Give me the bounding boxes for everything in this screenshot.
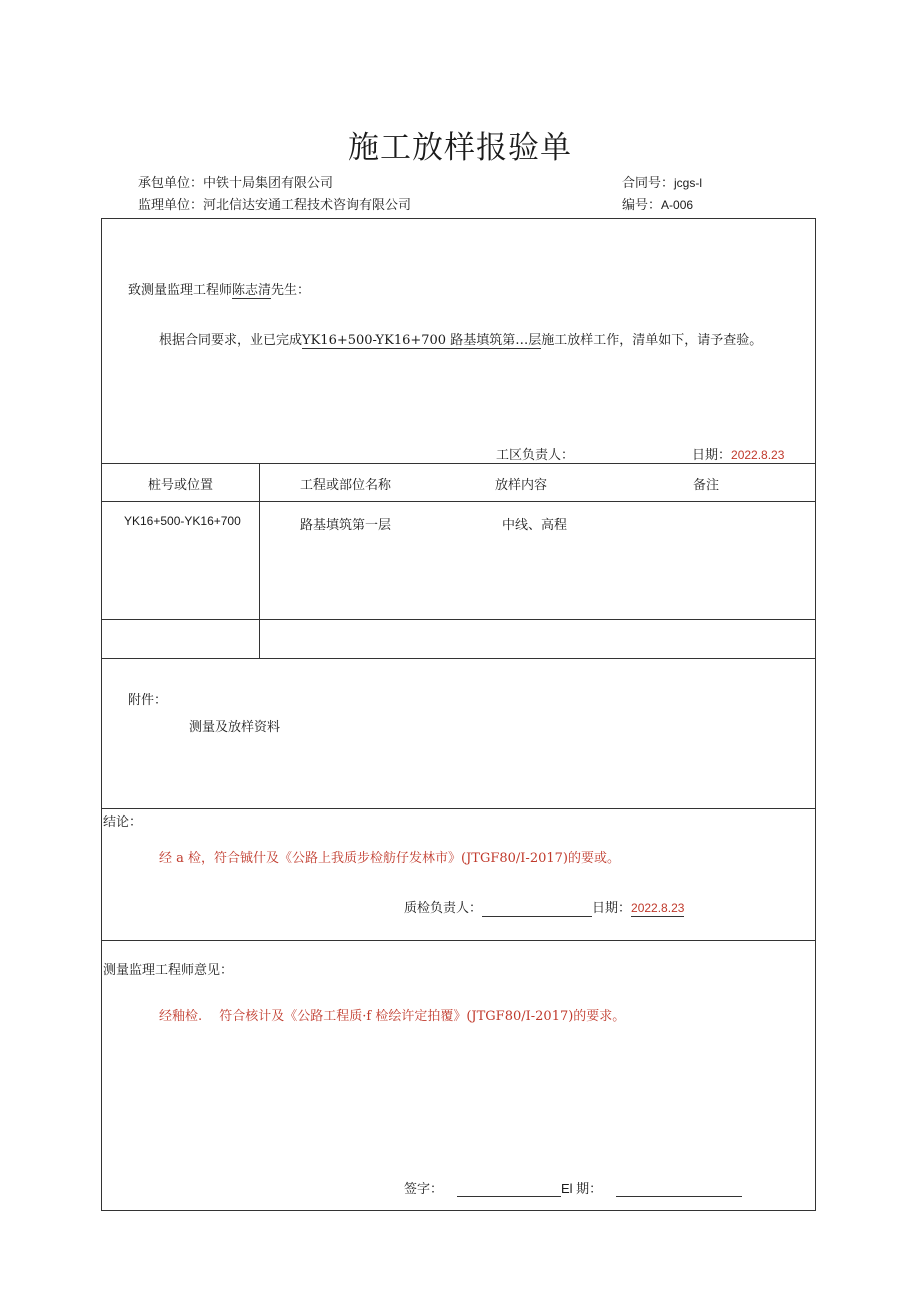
conclusion-label: 结论： [103, 815, 143, 830]
attachment-label: 附件： [128, 693, 168, 708]
divider [102, 501, 815, 502]
contractor-label: 承包单位： [138, 176, 204, 191]
sign-label: 签字： [404, 1182, 444, 1197]
opinion-label: 测量监理工程师意见： [103, 963, 234, 978]
conclusion-date-label: 日期： [592, 901, 632, 916]
col-header-location: 桩号或位置 [148, 478, 214, 493]
inspector-line [404, 897, 684, 917]
contractor-value: 中铁十局集团有限公司 [203, 176, 334, 191]
request-date-label: 日期： [692, 448, 732, 463]
request-date-value: 2022.8.23 [731, 448, 785, 462]
serial-label: 编号： [622, 198, 662, 213]
row-location: YK16+500-YK16+700 [124, 514, 241, 528]
conclusion-date-value: 2022.8.23 [631, 901, 685, 915]
request-salutation [128, 279, 310, 299]
request-body-prefix: 根据合同要求，业已完成 [159, 333, 303, 348]
col-header-part-name: 工程或部位名称 [300, 478, 392, 493]
inspector-signature-line [482, 902, 592, 917]
contract-no-label: 合同号： [622, 176, 675, 191]
opinion-date-blank [616, 1182, 742, 1197]
request-date-line [692, 444, 784, 463]
request-body-suffix: 施工放样工作，清单如下，请予查验。 [541, 333, 763, 348]
row-part-name: 路基填筑第一层 [300, 518, 392, 533]
contract-no-value: jcgs-l [674, 176, 703, 190]
opinion-date-label: El 期： [561, 1181, 603, 1196]
supervisor-value: 河北信达安通工程技术咨询有限公司 [203, 198, 412, 213]
supervisor-line [138, 194, 411, 213]
col-header-remarks: 备注 [693, 478, 720, 493]
divider [102, 940, 815, 941]
contract-no-line [622, 172, 702, 191]
divider [102, 463, 815, 464]
signature-line [404, 1178, 742, 1197]
attachment-item: 测量及放样资料 [189, 720, 281, 735]
opinion-text: 经釉检. 符合核计及《公路工程质·f 检绘许定拍覆》(JTGF80/I-2017)的要求。 [159, 1009, 626, 1024]
col-header-content: 放样内容 [495, 478, 548, 493]
divider [102, 808, 815, 809]
supervisor-label: 监理单位： [138, 198, 204, 213]
request-scope: YK16+500-YK16+700 路基填筑第…层 [302, 333, 542, 348]
request-body [159, 329, 762, 349]
contractor-line [138, 172, 333, 191]
inspector-label: 质检负责人： [404, 901, 483, 916]
page-title: 施工放样报验单 [348, 130, 572, 166]
salutation-prefix: 致测量监理工程师 [128, 283, 233, 298]
row-content: 中线、高程 [502, 518, 568, 533]
serial-line [622, 194, 693, 213]
signature-blank [457, 1182, 561, 1197]
serial-value: A-006 [661, 198, 694, 212]
divider [102, 619, 815, 620]
column-divider [259, 463, 260, 658]
conclusion-text: 经 a 检，符合铖什及《公路上我质步检舫仔发林市》(JTGF80/I-2017)的要或。 [159, 851, 620, 866]
divider [102, 658, 815, 659]
leader-label: 工区负责人： [496, 448, 575, 463]
engineer-name: 陈志清 [232, 283, 272, 298]
salutation-suffix: 先生： [271, 283, 311, 298]
form-frame [101, 218, 816, 1211]
